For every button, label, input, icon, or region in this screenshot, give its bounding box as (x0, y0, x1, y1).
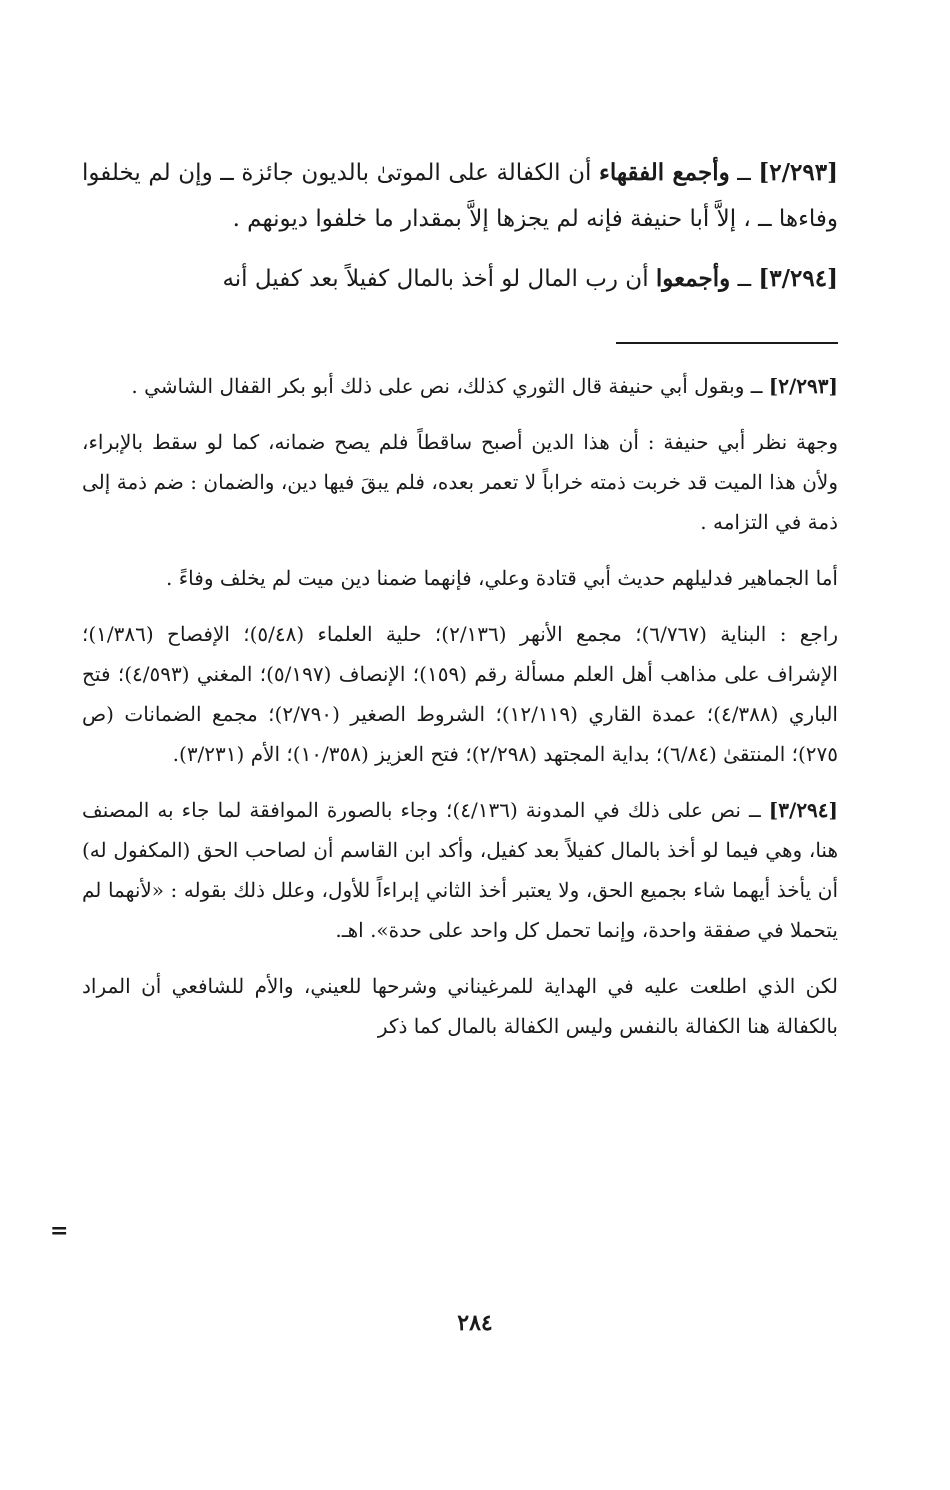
footnote-references-list: راجع : البناية (٦/٧٦٧)؛ مجمع الأنهر (٢/١٣٦)؛ حلية العلماء (٥/٤٨)؛ الإفصاح (١/٣٨٦)؛ الإشراف على مذاهب أهل العلم مسألة رقم (١٥٩)؛ الإنصاف (٥/١٩٧)؛ المغني (٤/٥٩٣)؛ فتح الباري (٤/٣٨٨)؛ عمدة القاري (١٢/١١٩)؛ الشروط الصغير (٢/٧٩٠)؛ مجمع الضمانات (ص ٢٧٥)؛ المنتقىٰ (٦/٨٤)؛ بداية المجتهد (٢/٢٩٨)؛ فتح العزيز (١٠/٣٥٨)؛ الأم (٣/٢٣١). (82, 622, 838, 766)
page-number: ٢٨٤ (457, 1310, 493, 1336)
main-paragraph-294 (82, 256, 838, 302)
main-paragraph-293 (82, 150, 838, 242)
dash: ــ (729, 160, 759, 186)
dash: ــ (730, 266, 759, 292)
footnote-293 (82, 366, 838, 406)
footnote-majority-view: أما الجماهير فدليلهم حديث أبي قتادة وعلي، فإنهما ضمنا دين ميت لم يخلف وفاءً . (166, 566, 838, 590)
footnote-294 (82, 790, 838, 950)
footnote-reference: [٢/٢٩٣] (768, 374, 838, 398)
footnote-separator (616, 342, 838, 344)
lead-phrase: وأجمعوا (655, 265, 731, 292)
issue-reference: [٣/٢٩٤] (758, 265, 838, 292)
lead-phrase: وأجمع الفقهاء (599, 159, 730, 186)
paragraph-text: أن الكفالة على الموتىٰ بالديون جائزة ــ وإن لم يخلفوا وفاءها ــ ، إلاَّ أبا حنيفة فإنه لم يجزها إلاَّ بمقدار ما خلفوا ديونهم . (82, 160, 838, 232)
footnote-hanafi-view: وجهة نظر أبي حنيفة : أن هذا الدين أصبح ساقطاً فلم يصح ضمانه، كما لو سقط بالإبراء، ولأن هذا الميت قد خربت ذمته خراباً لا تعمر بعده، فلم يبقَ فيها دين، والضمان : ضم ذمة إلى ذمة في التزامه . (82, 430, 838, 534)
footnote-reference: [٣/٢٩٤] (768, 798, 839, 822)
footnotes (82, 366, 838, 1046)
issue-reference: [٢/٢٩٣] (758, 159, 838, 186)
paragraph-text: أن رب المال لو أخذ بالمال كفيلاً بعد كفيل أنه (222, 266, 656, 292)
main-text (82, 150, 838, 302)
footnote-text: ــ وبقول أبي حنيفة قال الثوري كذلك، نص على ذلك أبو بكر القفال الشاشي . (131, 374, 769, 398)
footnote-continued: لكن الذي اطلعت عليه في الهداية للمرغيناني وشرحها للعيني، والأم للشافعي أن المراد بالكفالة هنا الكفالة بالنفس وليس الكفالة بالمال كما ذكر (82, 974, 838, 1038)
continuation-mark: = (50, 1218, 69, 1244)
footnote-text: ــ نص على ذلك في المدونة (٤/١٣٦)؛ وجاء بالصورة الموافقة لما جاء به المصنف هنا، وهي فيما لو أخذ بالمال كفيلاً بعد كفيل، وأكد ابن القاسم أن لصاحب الحق (المكفول له) أن يأخذ أيهما شاء بجميع الحق، ولا يعتبر أخذ الثاني إبراءاً للأول، وعلل ذلك بقوله : «لأنهما لم يتحملا في صفقة واحدة، وإنما تحمل كل واحد على حدة». اهـ. (82, 798, 838, 942)
